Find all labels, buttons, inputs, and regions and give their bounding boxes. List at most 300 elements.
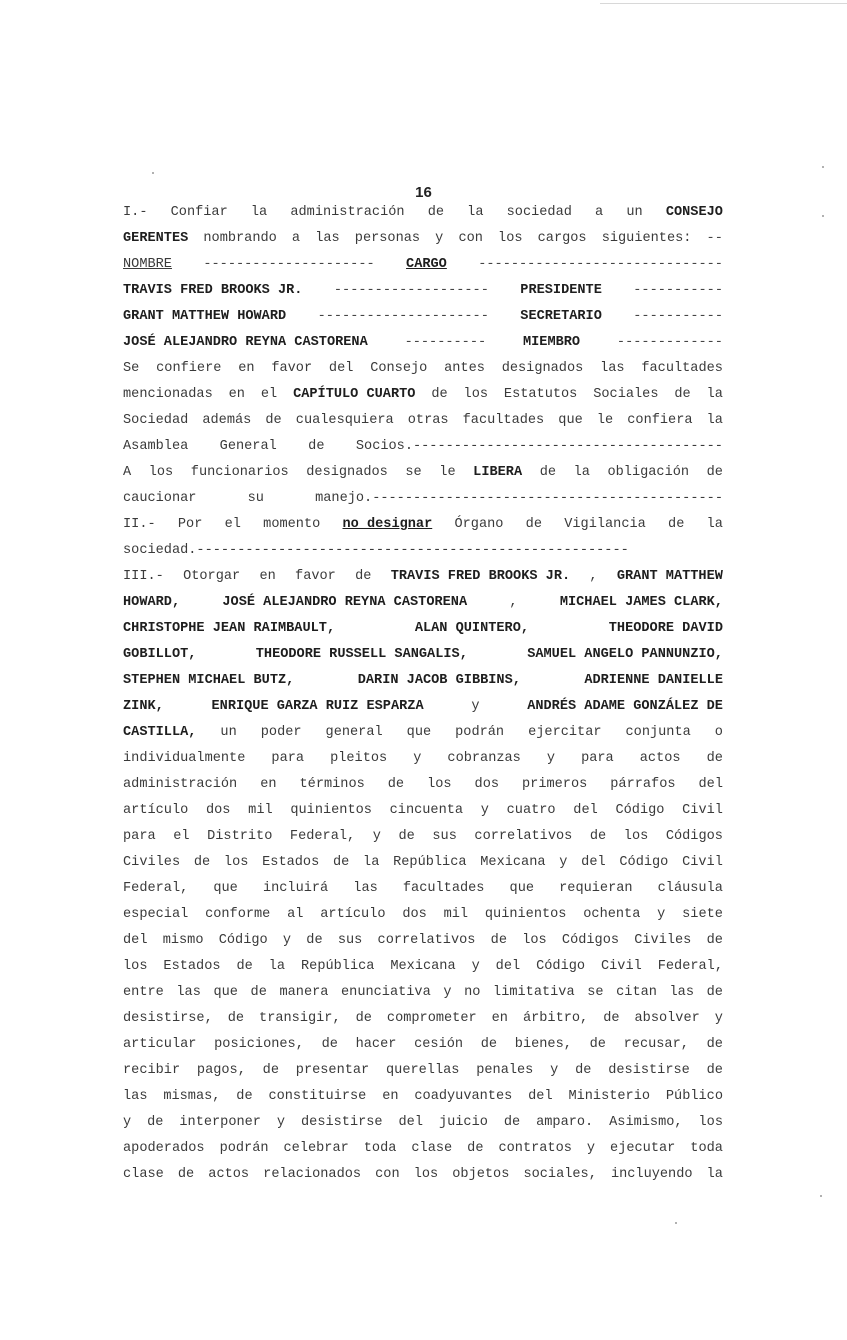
document-line: [123, 694, 723, 720]
word: de: [706, 1037, 723, 1052]
word: que: [509, 881, 535, 896]
word: CASTILLA,: [123, 725, 197, 740]
word: querellas: [386, 1063, 460, 1078]
document-line: [123, 1032, 723, 1058]
word: y: [123, 1115, 132, 1130]
word: penales: [476, 1063, 534, 1078]
word: articular: [123, 1037, 197, 1052]
word: que: [406, 725, 432, 740]
word: de: [431, 387, 448, 402]
word: términos: [299, 777, 365, 792]
word: para: [271, 751, 305, 766]
word: los: [413, 1167, 439, 1182]
word: le: [439, 465, 456, 480]
word: del: [698, 777, 723, 792]
word: y: [282, 933, 292, 948]
document-line: [123, 1006, 723, 1032]
word: mil: [443, 907, 469, 922]
word: artículo: [320, 907, 386, 922]
word: juicio: [438, 1115, 488, 1130]
word: conforme: [205, 907, 271, 922]
word: de: [332, 855, 350, 870]
word: contratos: [498, 1141, 572, 1156]
word: Federal,: [289, 829, 356, 844]
word: general: [325, 725, 383, 740]
word: Órgano: [454, 517, 504, 532]
document-line: [123, 252, 723, 278]
word: ejercitar: [528, 725, 602, 740]
word: los: [698, 1115, 723, 1130]
word: de: [525, 517, 542, 532]
document-line: [123, 200, 723, 226]
word: de: [490, 933, 507, 948]
word: obligación: [607, 465, 690, 480]
word: facultades: [402, 881, 485, 896]
word: que: [213, 881, 238, 896]
word: Mexicana: [390, 959, 456, 974]
word: ANDRÉS ADAME GONZÁLEZ DE: [527, 699, 723, 714]
word: GRANT MATTHEW HOWARD: [123, 309, 287, 324]
word: absolver: [634, 1011, 700, 1026]
word: de: [706, 751, 723, 766]
word: CHRISTOPHE JEAN RAIMBAULT,: [123, 621, 336, 636]
word: comprometer: [386, 1011, 477, 1026]
word: dos: [402, 907, 427, 922]
word: presentar: [295, 1063, 370, 1078]
word: individualmente: [123, 751, 246, 766]
word: HOWARD,: [123, 595, 181, 610]
word: nombrando: [203, 231, 277, 246]
word: árbitro,: [522, 1011, 589, 1026]
word: poder: [260, 725, 302, 740]
word: bienes,: [514, 1037, 572, 1052]
word: correlativos: [377, 933, 476, 948]
document-body: [123, 200, 723, 1188]
word: quinientos: [290, 803, 372, 818]
document-line: [123, 876, 723, 902]
word: Estados: [163, 959, 221, 974]
document-line: [123, 538, 723, 564]
word: o: [714, 725, 723, 740]
word: toda: [690, 1141, 723, 1156]
word: funcionarios: [190, 465, 289, 480]
document-line: [123, 954, 723, 980]
word: en: [382, 1089, 399, 1104]
word: --: [706, 231, 723, 246]
word: de: [706, 1063, 723, 1078]
word: actos: [208, 1167, 250, 1182]
word: y: [586, 1141, 596, 1156]
word: Se: [123, 361, 140, 376]
word: de: [308, 439, 325, 454]
word: de: [603, 1011, 620, 1026]
word: Código: [218, 933, 268, 948]
word: Sociedad: [123, 413, 189, 428]
word: de: [706, 933, 723, 948]
word: de: [177, 1167, 195, 1182]
document-line: [123, 1110, 723, 1136]
word: clase: [411, 1141, 453, 1156]
word: las: [353, 881, 378, 896]
word: coadyuvantes: [414, 1089, 513, 1104]
word: a: [291, 231, 301, 246]
word: Otorgar: [183, 569, 241, 584]
word: las: [669, 985, 694, 1000]
word: interponer: [179, 1115, 261, 1130]
word: y: [559, 855, 568, 870]
word: DARIN JACOB GIBBINS,: [357, 673, 521, 688]
word: otras: [407, 413, 449, 428]
word: PRESIDENTE: [520, 283, 602, 298]
word: mencionadas: [123, 387, 213, 402]
word: personas: [354, 231, 421, 246]
word: MIEMBRO: [522, 335, 581, 350]
document-line: [123, 434, 723, 460]
word: -----------: [633, 283, 723, 298]
word: quinientos: [484, 907, 567, 922]
word: manejo.-------------------------------------------: [315, 491, 723, 506]
word: mil: [248, 803, 273, 818]
word: A: [123, 465, 132, 480]
word: del: [495, 959, 521, 974]
word: de: [503, 1115, 521, 1130]
word: Ministerio: [568, 1089, 651, 1104]
word: en: [238, 361, 255, 376]
word: cuatro: [506, 803, 556, 818]
word: primeros: [522, 777, 588, 792]
word: ---------------------: [203, 257, 375, 272]
word: los: [148, 465, 174, 480]
document-line: [123, 564, 723, 590]
document-line: [123, 1058, 723, 1084]
word: además: [202, 413, 252, 428]
word: confiere: [156, 361, 222, 376]
document-line: [123, 1084, 723, 1110]
word: podrán: [219, 1141, 269, 1156]
word: ----------: [404, 335, 487, 350]
word: desistirse: [301, 1115, 383, 1130]
word: LIBERA: [473, 465, 523, 480]
word: posiciones,: [214, 1037, 304, 1052]
word: transigir,: [259, 1011, 341, 1026]
word: pagos,: [196, 1063, 246, 1078]
word: THEODORE DAVID: [608, 621, 723, 636]
word: citan: [616, 985, 657, 1000]
word: a: [595, 205, 604, 220]
word: designados: [501, 361, 584, 376]
word: CARGO: [406, 257, 447, 272]
word: de: [236, 1089, 253, 1104]
word: del: [398, 1115, 423, 1130]
document-line: [123, 746, 723, 772]
document-line: [123, 590, 723, 616]
word: administración: [123, 777, 238, 792]
word: ---------------------: [317, 309, 489, 324]
word: sus: [337, 933, 363, 948]
word: de: [321, 1037, 338, 1052]
word: para: [123, 829, 156, 844]
word: facultades: [641, 361, 723, 376]
word: Código: [619, 855, 669, 870]
word: Códigos: [665, 829, 723, 844]
document-line: [123, 1136, 723, 1162]
word: desistirse: [608, 1063, 690, 1078]
word: las: [600, 361, 625, 376]
word: sociales,: [523, 1167, 597, 1182]
word: de: [427, 205, 445, 220]
word: de: [147, 1115, 164, 1130]
word: especial: [123, 907, 189, 922]
word: hacer: [355, 1037, 397, 1052]
word: y: [276, 1115, 286, 1130]
word: y: [372, 829, 381, 844]
word: sociedad: [506, 205, 572, 220]
word: la: [706, 517, 723, 532]
word: no: [464, 985, 481, 1000]
document-line: [123, 720, 723, 746]
word: Civiles: [634, 933, 692, 948]
word: de: [355, 569, 372, 584]
word: objetos: [452, 1167, 510, 1182]
word: con: [375, 1167, 400, 1182]
word: confiera: [627, 413, 693, 428]
document-line: [123, 408, 723, 434]
word: Sociales: [593, 387, 659, 402]
word: artículo: [123, 803, 189, 818]
document-line: [123, 512, 723, 538]
word: el: [173, 829, 190, 844]
word: y: [413, 751, 422, 766]
document-line: [123, 486, 723, 512]
word: cargos: [537, 231, 587, 246]
word: de: [706, 465, 723, 480]
word: apoderados: [123, 1141, 205, 1156]
word: de: [193, 855, 211, 870]
word: siete: [682, 907, 723, 922]
word: -------------: [616, 335, 723, 350]
word: la: [706, 1167, 723, 1182]
word: facultades: [462, 413, 545, 428]
word: ,: [509, 595, 518, 610]
word: la: [706, 387, 723, 402]
word: requieran: [559, 881, 633, 896]
document-line: [123, 616, 723, 642]
document-line: [123, 642, 723, 668]
word: antes: [444, 361, 485, 376]
word: siguientes:: [601, 231, 692, 246]
word: favor: [271, 361, 313, 376]
document-line: [123, 330, 723, 356]
word: dos: [205, 803, 231, 818]
word: desistirse,: [123, 1011, 213, 1026]
word: de: [355, 1011, 372, 1026]
word: GRANT MATTHEW: [616, 569, 723, 584]
word: y: [714, 1011, 723, 1026]
document-line: [123, 850, 723, 876]
word: CAPÍTULO CUARTO: [293, 387, 416, 402]
word: Código: [536, 959, 586, 974]
word: mismas,: [163, 1089, 221, 1104]
word: limitativa: [493, 985, 575, 1000]
word: República: [393, 855, 467, 870]
word: celebrar: [283, 1141, 349, 1156]
word: GERENTES: [123, 231, 189, 246]
word: ochenta: [583, 907, 641, 922]
word: en: [491, 1011, 508, 1026]
word: cualesquiera: [295, 413, 394, 428]
word: los: [498, 231, 523, 246]
word: Vigilancia: [564, 517, 646, 532]
word: Civil: [600, 959, 642, 974]
word: de: [227, 1011, 245, 1026]
word: un: [220, 725, 237, 740]
word: de: [236, 959, 253, 974]
document-line: [123, 772, 723, 798]
word: pleitos: [330, 751, 388, 766]
word: III.-: [123, 569, 164, 584]
word: General: [219, 439, 277, 454]
word: Federal,: [657, 959, 723, 974]
word: en: [228, 387, 245, 402]
word: la: [706, 413, 723, 428]
word: se: [405, 465, 422, 480]
word: de: [668, 517, 685, 532]
word: de: [589, 1037, 606, 1052]
word: para: [581, 751, 614, 766]
document-line: [123, 798, 723, 824]
word: y: [657, 907, 666, 922]
document-line: [123, 824, 723, 850]
page-number: 16: [415, 184, 432, 201]
word: de: [306, 933, 323, 948]
word: y: [480, 803, 489, 818]
word: ZINK,: [123, 699, 164, 714]
word: y: [435, 231, 444, 246]
word: los: [522, 933, 547, 948]
document-line: [123, 902, 723, 928]
word: Civil: [682, 855, 723, 870]
word: Asimismo,: [609, 1115, 683, 1130]
word: ENRIQUE GARZA RUIZ ESPARZA: [211, 699, 424, 714]
document-line: [123, 304, 723, 330]
word: la: [250, 205, 268, 220]
word: el: [224, 517, 241, 532]
word: podrán: [455, 725, 505, 740]
word: las: [315, 231, 340, 246]
word: -------------------: [333, 283, 489, 298]
word: cláusula: [657, 881, 723, 896]
word: de: [398, 829, 415, 844]
word: del: [328, 361, 354, 376]
word: clase: [123, 1167, 164, 1182]
word: administración: [290, 205, 405, 220]
word: CONSEJO: [665, 205, 723, 220]
word: y: [471, 699, 480, 714]
word: y: [471, 959, 480, 974]
word: Federal,: [123, 881, 189, 896]
word: incluyendo: [610, 1167, 693, 1182]
word: relacionados: [263, 1167, 362, 1182]
word: Civil: [682, 803, 723, 818]
word: le: [596, 413, 614, 428]
word: de: [467, 1141, 484, 1156]
word: las: [176, 985, 201, 1000]
word: caucionar: [123, 491, 197, 506]
word: mismo: [162, 933, 204, 948]
word: en: [260, 777, 277, 792]
word: MICHAEL JAMES CLARK,: [559, 595, 723, 610]
word: los: [123, 959, 148, 974]
word: constituirse: [268, 1089, 367, 1104]
word: Público: [665, 1089, 723, 1104]
word: Estados: [262, 855, 320, 870]
word: del: [581, 855, 606, 870]
word: del: [123, 933, 148, 948]
document-line: [123, 980, 723, 1006]
document-line: [123, 668, 723, 694]
word: ,: [589, 569, 598, 584]
word: el: [260, 387, 278, 402]
word: su: [247, 491, 264, 506]
word: TRAVIS FRED BROOKS JR.: [390, 569, 571, 584]
word: los: [223, 855, 249, 870]
word: los: [427, 777, 452, 792]
word: Distrito: [207, 829, 273, 844]
word: ADRIENNE DANIELLE: [584, 673, 723, 688]
word: enunciativa: [341, 985, 431, 1000]
word: ejecutar: [610, 1141, 676, 1156]
word: y: [550, 1063, 559, 1078]
word: amparo.: [536, 1115, 594, 1130]
word: Asamblea: [123, 439, 189, 454]
word: los: [463, 387, 489, 402]
word: THEODORE RUSSELL SANGALIS,: [255, 647, 468, 662]
word: de: [265, 413, 282, 428]
word: ALAN QUINTERO,: [414, 621, 530, 636]
word: de: [589, 829, 607, 844]
word: párrafos: [610, 777, 676, 792]
word: de: [539, 465, 557, 480]
word: JOSÉ ALEJANDRO REYNA CASTORENA: [123, 335, 368, 350]
word: de: [674, 387, 691, 402]
word: Socios.--------------------------------------: [355, 439, 723, 454]
document-line: [123, 356, 723, 382]
word: SECRETARIO: [520, 309, 602, 324]
word: y: [443, 985, 452, 1000]
word: de: [250, 985, 267, 1000]
word: en: [259, 569, 276, 584]
word: dos: [474, 777, 500, 792]
word: con: [458, 231, 483, 246]
word: la: [268, 959, 286, 974]
word: conjunta: [625, 725, 691, 740]
scan-edge-line: [600, 3, 847, 4]
word: Confiar: [170, 205, 228, 220]
word: ------------------------------: [478, 257, 723, 272]
word: Código: [615, 803, 665, 818]
word: República: [301, 959, 375, 974]
document-line: [123, 1162, 723, 1188]
word: Consejo: [370, 361, 428, 376]
word: JOSÉ ALEJANDRO REYNA CASTORENA: [222, 595, 468, 610]
word: las: [123, 1089, 148, 1104]
word: un: [626, 205, 643, 220]
word: NOMBRE: [123, 257, 172, 272]
word: recusar,: [623, 1037, 689, 1052]
word: al: [287, 907, 304, 922]
word: GOBILLOT,: [123, 647, 197, 662]
word: cobranzas: [447, 751, 521, 766]
